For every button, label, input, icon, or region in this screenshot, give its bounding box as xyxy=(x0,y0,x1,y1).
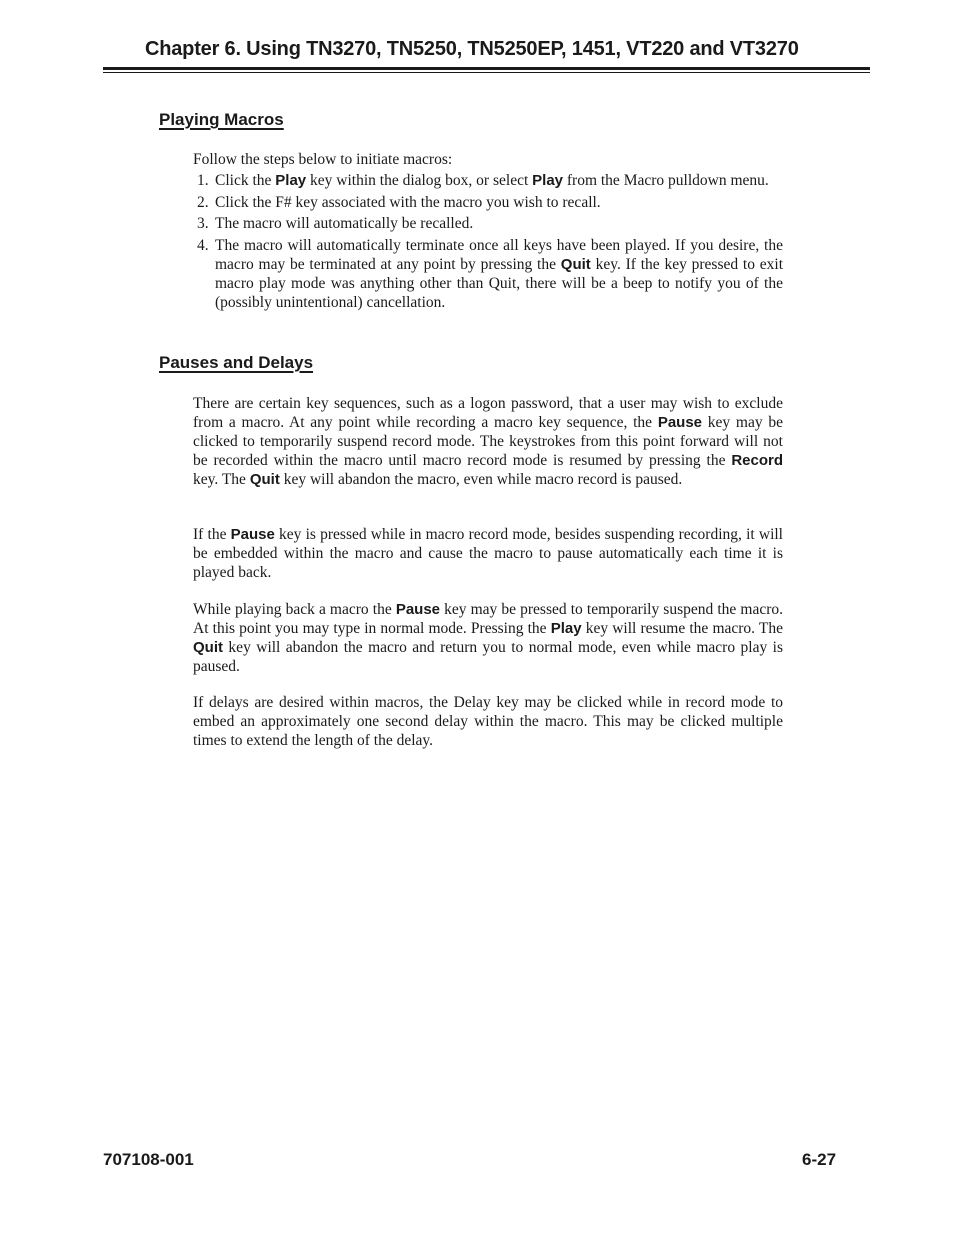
step-text: The macro will automatically terminate once all keys have been played. If you desire, the macro may be terminated at any point by pressing the xyxy=(215,236,783,273)
footer-page-number: 6-27 xyxy=(802,1150,837,1169)
list-item xyxy=(193,171,783,190)
key-name-quit: Quit xyxy=(193,639,223,656)
step-text: key within the dialog box, or select xyxy=(306,172,533,189)
paragraph-text: There are certain key sequences, such as a logon password, that a user may wish to exclude from a macro. At any point while recording a macro key sequence, the xyxy=(193,395,783,431)
list-item xyxy=(193,214,783,233)
key-name-pause: Pause xyxy=(657,414,703,431)
paragraph-text: key will resume the macro. The xyxy=(581,620,784,637)
step-text: key. If the key pressed to exit macro play mode was anything other than Quit, there will be a beep to notify you of the (possibly unintentional) cancellation. xyxy=(215,255,783,311)
paragraph-pause-key xyxy=(193,394,783,489)
paragraph-text: key is pressed while in macro record mode, besides suspending recording, it will be embedded within the macro and cause the macro to pause automatically each time it is played back. xyxy=(193,526,783,581)
key-name-pause: Pause xyxy=(230,526,275,543)
paragraph-delays xyxy=(193,693,783,750)
key-name-quit: Quit xyxy=(249,471,280,488)
playing-macros-intro: Follow the steps below to initiate macros: xyxy=(193,151,453,168)
step-number: 3. xyxy=(197,215,209,232)
paragraph-text: key. The xyxy=(193,471,250,488)
key-name-pause: Pause xyxy=(395,601,441,618)
step-text: Click the xyxy=(215,172,276,189)
paragraph-pause-embedded xyxy=(193,525,783,582)
paragraph-pause-playback xyxy=(193,600,783,676)
header-rule-thin xyxy=(103,72,870,73)
paragraph-text: key may be pressed to temporarily suspend the macro. At this point you may type in normal mode. Pressing the xyxy=(193,601,783,637)
step-number: 4. xyxy=(197,236,209,254)
list-item xyxy=(193,236,783,312)
key-name-play: Play xyxy=(275,172,307,189)
paragraph-text: If delays are desired within macros, the Delay key may be clicked while in record mode to embed an approximately one second delay within the macro. This may be clicked multiple times to extend the length of the delay. xyxy=(193,694,783,749)
key-name-quit: Quit xyxy=(560,255,591,273)
section-heading-playing-macros: Playing Macros xyxy=(159,110,284,129)
step-text: from the Macro pulldown menu. xyxy=(563,172,769,189)
header-rule-thick xyxy=(103,67,870,70)
paragraph-text: While playing back a macro the xyxy=(193,601,396,618)
chapter-title: Chapter 6. Using TN3270, TN5250, TN5250EP, 1451, VT220 and VT3270 xyxy=(145,38,799,60)
paragraph-text: If the xyxy=(193,526,231,543)
playing-macros-steps xyxy=(193,171,783,314)
step-text: The macro will automatically be recalled. xyxy=(215,215,474,232)
paragraph-text: key will abandon the macro, even while macro record is paused. xyxy=(279,471,683,488)
key-name-play: Play xyxy=(550,620,582,637)
key-name-record: Record xyxy=(731,452,783,469)
list-item xyxy=(193,193,783,212)
paragraph-text: key will abandon the macro and return you to normal mode, even while macro play is paused. xyxy=(193,639,783,675)
step-number: 1. xyxy=(197,172,209,189)
footer-doc-number: 707108-001 xyxy=(103,1150,194,1169)
key-name-play: Play xyxy=(532,172,563,189)
step-number: 2. xyxy=(197,193,209,211)
paragraph-text: key may be clicked to temporarily suspend record mode. The keystrokes from this point forward will not be recorded within the macro until macro record mode is resumed by pressing the xyxy=(193,414,783,469)
step-text: Click the F# key associated with the macro you wish to recall. xyxy=(215,193,601,211)
section-heading-pauses-and-delays: Pauses and Delays xyxy=(159,353,314,372)
